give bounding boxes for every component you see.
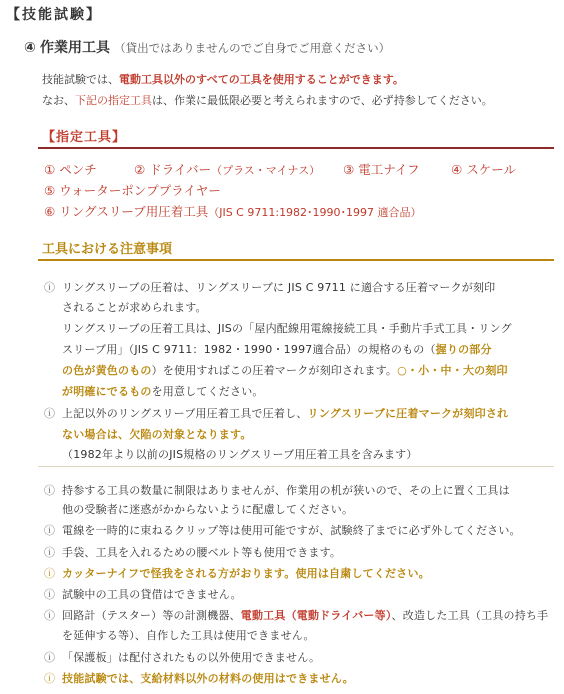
caution-line-warning: カッターナイフで怪我をされる方がおります。使用は自粛してください。: [62, 567, 430, 580]
tool-name: 電工ナイフ: [358, 162, 420, 177]
caution-line: 持参する工具の数量に制限はありませんが、作業用の机が狭いので、その上に置く工具は: [62, 484, 510, 497]
info-icon: ⓘ: [44, 609, 55, 622]
caution-line: （1982年より以前のJIS規格のリングスリーブ用圧着工具を含みます）: [62, 448, 418, 461]
caution-line: 他の受験者に迷惑がかからないように配慮してください。: [62, 503, 354, 516]
caution-line: されることが求められます。: [62, 301, 207, 314]
info-icon: ⓘ: [44, 281, 55, 294]
info-icon: ⓘ: [44, 546, 55, 559]
caution-text: ）を使用すればこの圧着マークが刻印されます。: [151, 364, 398, 377]
caution-separator: [38, 466, 554, 467]
caution-text: を用意してください。: [151, 385, 264, 398]
caution-emphasis: 電動工具（電動ドライバー等）: [240, 609, 392, 622]
cautions-divider: [38, 259, 554, 261]
tool-name: ウォーターポンププライヤー: [59, 183, 221, 198]
caution-emphasis: が明確にでるもの: [62, 385, 152, 398]
caution-line: リングスリーブの圧着工具は、JISの「屋内配線用電線接続工具・手動片手式工具・リング: [62, 322, 512, 335]
info-icon: ⓘ: [44, 672, 55, 685]
caution-text: 上記以外のリングスリーブ用圧着工具で圧着し、: [62, 407, 308, 420]
subsection-heading: [24, 37, 390, 57]
section-title: 【技能試験】: [6, 7, 102, 23]
caution-line: [62, 362, 508, 378]
caution-emphasis: の色が黄色のもの: [62, 364, 152, 377]
intro-emphasis: 下記の指定工具: [75, 94, 152, 107]
caution-emphasis: ○・小・中・大の刻印: [397, 364, 508, 377]
tool-item: [451, 160, 516, 178]
tool-marker: ⑤: [44, 183, 56, 198]
tool-item: [44, 181, 221, 199]
caution-text: 、改造した工具（工具の持ち手: [391, 609, 549, 622]
tool-marker: ⑥: [44, 204, 56, 219]
designated-divider: [38, 147, 554, 149]
caution-line: リングスリーブの圧着は、リングスリーブに JIS C 9711 に適合する圧着マークが刻印: [62, 281, 496, 294]
tool-item: [343, 160, 419, 178]
caution-line: 試験中の工具の貸借はできません。: [62, 588, 242, 601]
subsection-title: 作業用工具: [40, 40, 110, 56]
caution-line: 手袋、工具を入れるための腰ベルト等も使用できます。: [62, 546, 342, 559]
tool-name: スケール: [466, 162, 516, 177]
caution-emphasis: 握りの部分: [435, 343, 492, 356]
tool-marker: ①: [44, 162, 56, 177]
caution-text: 回路計（テスター）等の計測機器、: [62, 609, 241, 622]
caution-emphasis: ない場合は、欠陥の対象となります。: [62, 428, 252, 441]
caution-emphasis: リングスリーブに圧着マークが刻印され: [307, 407, 509, 420]
tool-name: ペンチ: [59, 162, 97, 177]
tool-name: ドライバー: [149, 162, 212, 177]
caution-line: 「保護板」は配付されたもの以外使用できません。: [62, 651, 321, 664]
subsection-note: （貸出ではありませんのでご自身でご用意ください）: [114, 41, 391, 55]
info-icon: ⓘ: [44, 651, 55, 664]
caution-text: スリーブ用」（JIS C 9711：1982・1990・1997適合品）の規格のもの（: [62, 343, 436, 356]
tool-item: [134, 160, 320, 178]
tool-marker: ③: [343, 162, 355, 177]
tool-item: [44, 202, 422, 220]
cautions-heading: 工具における注意事項: [42, 242, 173, 257]
info-icon: ⓘ: [44, 524, 55, 537]
info-icon: ⓘ: [44, 588, 55, 601]
tool-marker: ④: [451, 162, 463, 177]
caution-line: [62, 383, 264, 399]
caution-line-warning: 技能試験では、支給材料以外の材料の使用はできません。: [62, 672, 354, 685]
intro-line-2: [42, 92, 493, 108]
caution-line: 電線を一時的に束ねるクリップ等は使用可能ですが、試験終了までに必ず外してください。: [62, 524, 521, 537]
intro-text: は、作業に最低限必要と考えられますので、必ず持参してください。: [152, 94, 493, 107]
caution-line: を延伸する等）、自作した工具は使用できません。: [62, 629, 315, 642]
caution-line: [62, 405, 508, 421]
tool-note: （JIS C 9711:1982･1990･1997 適合品）: [208, 206, 422, 219]
info-icon: ⓘ: [44, 407, 55, 420]
tool-marker: ②: [134, 162, 146, 177]
designated-tools-heading: 【指定工具】: [42, 130, 127, 145]
tool-item: [44, 160, 97, 178]
caution-line: [62, 607, 548, 623]
info-icon: ⓘ: [44, 567, 55, 580]
tool-note: （プラス・マイナス）: [211, 164, 321, 177]
caution-line: [62, 426, 252, 442]
caution-line: [62, 341, 492, 357]
tool-name: リングスリーブ用圧着工具: [59, 204, 209, 219]
intro-text: 技能試験では、: [42, 73, 119, 86]
info-icon: ⓘ: [44, 484, 55, 497]
intro-line-1: [42, 71, 404, 87]
intro-emphasis: 電動工具以外のすべての工具を使用することができます。: [119, 73, 404, 86]
subsection-marker: ④: [24, 40, 36, 56]
intro-text: なお、: [42, 94, 75, 107]
